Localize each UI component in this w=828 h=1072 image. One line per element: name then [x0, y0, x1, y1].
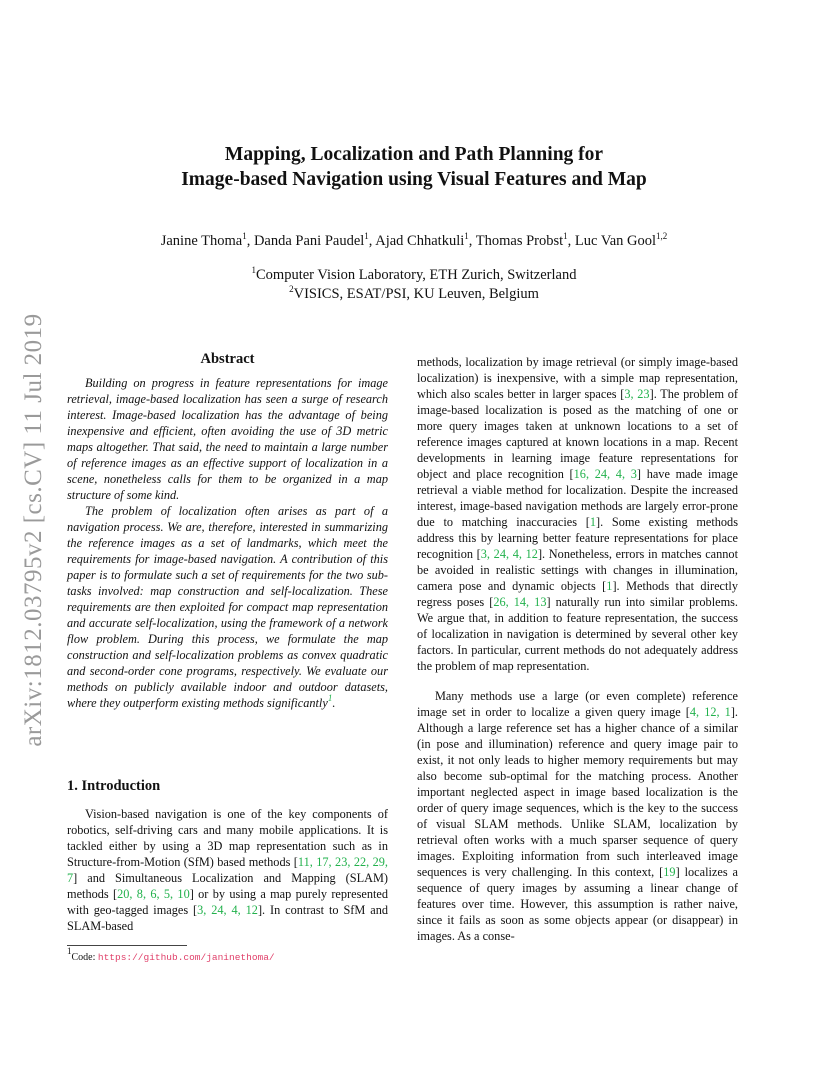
- abstract-paragraph: Building on progress in feature representations for image retrieval, image-based localization has seen a surge of research interest. Image-based localization has the advantage of being inexpensive and efficient, often avoiding the use of 3D metric maps altogether. That said, the need to maintain a large number of reference images as an effective support of localization in a scene, nonetheless calls for them to be organized in a map structure of some kind.: [67, 376, 388, 502]
- affiliation-list: [100, 266, 728, 304]
- body-text: ]. Some existing methods address this by learning better feature representations for place recognition [: [417, 515, 738, 561]
- affiliation-mark: 2: [289, 284, 294, 294]
- citation-link[interactable]: 3, 23: [624, 387, 650, 401]
- body-text: ]. The problem of image-based localization is posed as the matching of one or more query images taken at unknown locations to a set of reference images captured at known locations in a map. Recent developments in learning image feature representations for object and place recognition [: [417, 387, 739, 481]
- citation-link[interactable]: 16, 24, 4, 3: [573, 467, 637, 481]
- paper-title: [100, 142, 728, 192]
- author-affiliation-mark: 1,2: [656, 231, 668, 241]
- body-paragraph: [417, 688, 738, 944]
- affiliation-text: Computer Vision Laboratory, ETH Zurich, Switzerland: [256, 267, 577, 283]
- right-column-body: [417, 354, 738, 944]
- abstract-body: [67, 375, 388, 711]
- footnote-divider: [67, 945, 187, 946]
- author-affiliation-mark: 1: [563, 231, 568, 241]
- code-url-link[interactable]: https://github.com/janinethoma/: [97, 952, 275, 963]
- intro-text: ] or by using a map purely represented with geo-tagged images [: [67, 887, 388, 917]
- affiliation-mark: 1: [251, 265, 256, 275]
- citation-link[interactable]: 20, 8, 6, 5, 10: [117, 887, 190, 901]
- arxiv-stamp: [14, 300, 54, 760]
- section-heading-introduction: 1. Introduction: [67, 778, 161, 794]
- author-name: Ajad Chhatkuli: [375, 233, 465, 249]
- body-text: ] naturally run into similar problems. We argue that, in addition to feature representation, the success of localization in navigation is determined by several other key factors. In particular, current methods do not adequately address the problem of map representation.: [417, 595, 738, 673]
- intro-text: ] and Simultaneous Localization and Mapping (SLAM) methods [: [67, 871, 388, 901]
- intro-paragraph: [67, 806, 388, 934]
- affiliation: [100, 285, 728, 304]
- abstract-paragraph-text: The problem of localization often arises as part of a navigation process. We are, therefore, interested in summarizing the reference images as a set of landmarks, which meet the requirements for image-based navigation. A contribution of this paper is to formulate such a set of requirements for the two sub-tasks involved: map construction and self-localization. These requirements are then exploited for compact map representation and accurate self-localization, using the framework of a network flow problem. During this process, we formulate the map construction and self-localization problems as convex quadratic and second-order cone programs, respectively. We evaluate our methods on publicly available indoor and outdoor datasets, where they outperform existing methods significantly: [67, 504, 388, 710]
- body-text: methods, localization by image retrieval (or simply image-based localization) is inexpensive, with a simple map representation, which also scales better in larger spaces [: [417, 355, 738, 401]
- author-name: Luc Van Gool: [574, 233, 657, 249]
- author-affiliation-mark: 1: [464, 231, 469, 241]
- affiliation: [100, 266, 728, 285]
- author-list: Janine Thoma$^1$, Danda Pani Paudel$^1$, Ajad Chhatkuli$^1$, Thomas Probst$^1$, Luc Van Gool$^{1,2}$: [160, 231, 668, 249]
- abstract-heading: Abstract: [200, 351, 255, 367]
- citation-link[interactable]: 4, 12, 1: [689, 705, 731, 719]
- citation-link[interactable]: 19: [663, 865, 676, 879]
- footnote-link[interactable]: 1: [327, 693, 333, 703]
- introduction-body: [67, 806, 388, 934]
- citation-link[interactable]: 11, 17, 23, 22, 29, 7: [67, 855, 389, 885]
- citation-link[interactable]: 1: [606, 579, 613, 593]
- title-line-1: Mapping, Localization and Path Planning for: [224, 144, 604, 165]
- footnote: [67, 946, 275, 963]
- author-name: Janine Thoma: [160, 233, 243, 249]
- abstract-paragraph: [67, 503, 388, 711]
- arxiv-stamp-text: arXiv:1812.03795v2 [cs.CV] 11 Jul 2019: [20, 313, 47, 747]
- body-text: ]. Nonetheless, errors in matches cannot be avoided in realistic settings with changes in illumination, camera pose and dynamic objects [: [417, 547, 738, 593]
- citation-link[interactable]: 1: [589, 515, 597, 529]
- body-text: Many methods use a large (or even complete) reference image set in order to localize a given query image [: [417, 689, 738, 719]
- author-affiliation-mark: 1: [364, 231, 369, 241]
- body-text: ] have made image retrieval a viable method for localization. Despite the increased interest, image-based navigation methods are largely error-prone due to matching inaccuracies [: [417, 467, 738, 529]
- author-name: Thomas Probst: [475, 233, 564, 249]
- body-paragraph: [417, 354, 738, 674]
- citation-link[interactable]: 26, 14, 13: [493, 595, 547, 609]
- citation-link[interactable]: 3, 24, 4, 12: [480, 547, 538, 561]
- author-name: Danda Pani Paudel: [253, 233, 365, 249]
- body-text: ] localizes a sequence of query images by assuming a linear change of features over time. However, this assumption is rather naive, since it fails as soon as some objects appear (or disappear) in images. As a conse-: [417, 865, 739, 943]
- title-line-2: Image-based Navigation using Visual Features and Map: [181, 169, 647, 190]
- author-affiliation-mark: 1: [242, 231, 247, 241]
- body-text: ]. Although a large reference set has a higher chance of a similar (in pose and illumination) reference and query image pair to exist, it not only leads to higher memory requirements but may also become sub-optimal for the matching process. Another important neglected aspect in image based localization is the order of query image sequences, which is the key to the success of visual SLAM methods. Unlike SLAM, localization by retrieval often works with a much sparser sequence of query images. Exploiting information from such interleaved image sequences is very challenging. In this context, [: [417, 705, 738, 879]
- footnote-mark: 1: [67, 946, 72, 956]
- intro-text: ]. In contrast to SfM and SLAM-based: [67, 903, 388, 933]
- citation-link[interactable]: 3, 24, 4, 12: [197, 903, 258, 917]
- footnote-label: Code:: [71, 952, 98, 963]
- affiliation-text: VISICS, ESAT/PSI, KU Leuven, Belgium: [293, 286, 539, 302]
- body-text: ]. Methods that directly regress poses [: [417, 579, 738, 609]
- abstract-paragraph-end: .: [332, 696, 336, 710]
- intro-text: Vision-based navigation is one of the key components of robotics, self-driving cars and many mobile applications. It is tackled either by using a 3D map representation such as in Structure-from-Motion (SfM) based methods [: [67, 807, 388, 869]
